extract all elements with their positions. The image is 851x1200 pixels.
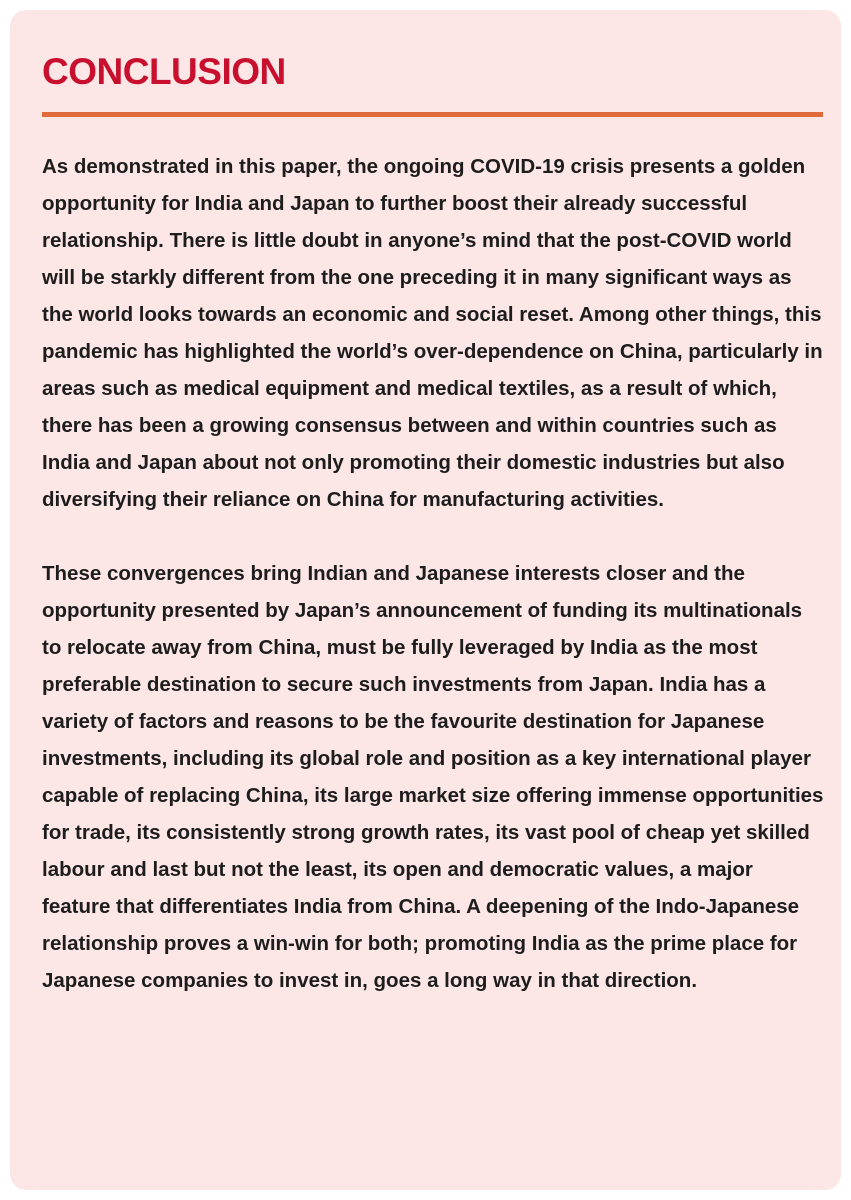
section-body	[42, 148, 824, 999]
section-heading: CONCLUSION	[42, 51, 286, 92]
paragraph-1: As demonstrated in this paper, the ongoing COVID-19 crisis presents a golden opportunity for India and Japan to further boost their already successful relationship. There is little doubt in anyone’s mind that the post-COVID world will be starkly different from the one preceding it in many significant ways as the world looks towards an economic and social reset. Among other things, this pandemic has highlighted the world’s over-dependence on China, particularly in areas such as medical equipment and medical textiles, as a result of which, there has been a growing consensus between and within countries such as India and Japan about not only promoting their domestic industries but also diversifying their reliance on China for manufacturing activities.	[42, 155, 823, 511]
heading-divider	[42, 112, 823, 117]
paragraph-2: These convergences bring Indian and Japanese interests closer and the opportunity presented by Japan’s announcement of funding its multinationals to relocate away from China, must be fully leveraged by India as the most preferable destination to secure such investments from Japan. India has a variety of factors and reasons to be the favourite destination for Japanese investments, including its global role and position as a key international player capable of replacing China, its large market size offering immense opportunities for trade, its consistently strong growth rates, its vast pool of cheap yet skilled labour and last but not the least, its open and democratic values, a major feature that differentiates India from China. A deepening of the Indo-Japanese relationship proves a win-win for both; promoting India as the prime place for Japanese companies to invest in, goes a long way in that direction.	[42, 562, 824, 992]
conclusion-panel	[10, 10, 841, 1190]
